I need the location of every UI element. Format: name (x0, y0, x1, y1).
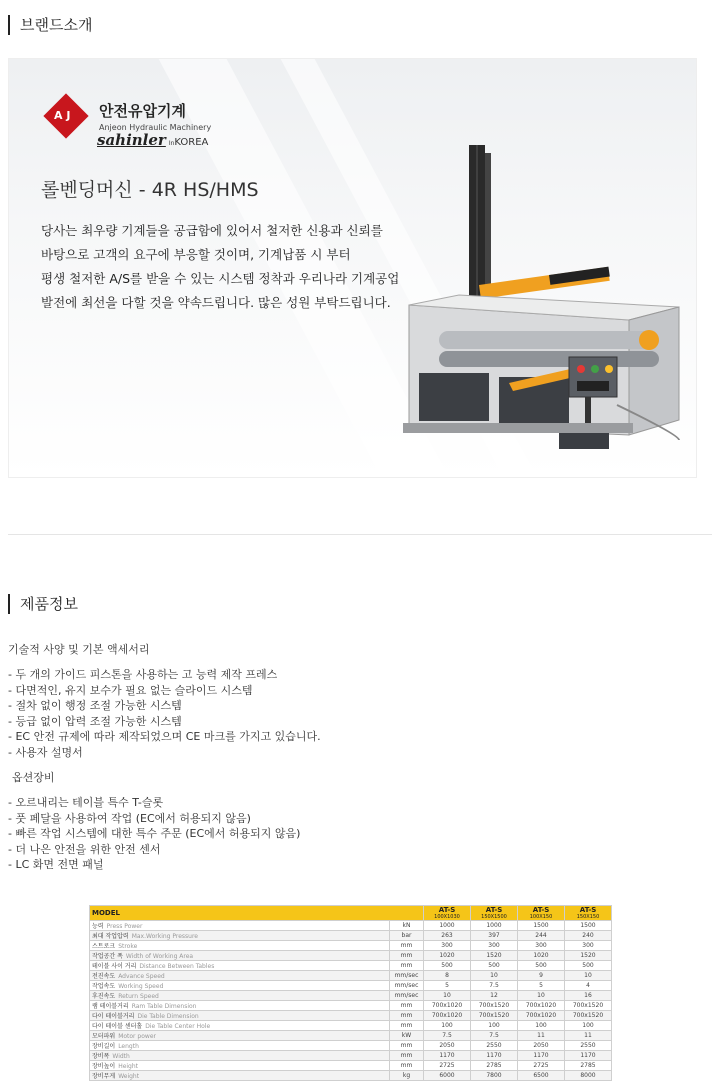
spec-label (90, 1001, 390, 1011)
spec-unit: mm (390, 1041, 424, 1051)
company-name-ko: 안전유압기계 (99, 102, 186, 120)
options-heading: 옵션장비 (12, 771, 55, 784)
product-section-title-text: 제품정보 (20, 595, 78, 613)
spec-label-en: Working Speed (118, 983, 164, 990)
table-row (90, 931, 612, 941)
spec-label (90, 921, 390, 931)
table-row (90, 941, 612, 951)
spec-label (90, 1061, 390, 1071)
spec-value: 2050 (424, 1041, 471, 1051)
spec-value: 5 (424, 981, 471, 991)
spec-label-en: Die Table Dimension (137, 1013, 199, 1020)
table-row (90, 961, 612, 971)
spec-unit: kN (390, 921, 424, 931)
spec-value: 2725 (518, 1061, 565, 1071)
spec-value: 300 (471, 941, 518, 951)
spec-value: 16 (565, 991, 612, 1001)
spec-value: 700x1520 (471, 1011, 518, 1021)
spec-label-en: Stroke (118, 943, 138, 950)
list-item: - 절차 없이 행정 조절 가능한 시스템 (8, 699, 182, 713)
table-row (90, 1001, 612, 1011)
spec-unit: mm/sec (390, 981, 424, 991)
spec-label (90, 1051, 390, 1061)
spec-value: 1000 (471, 921, 518, 931)
spec-value: 11 (565, 1031, 612, 1041)
brand-section-title (8, 14, 92, 35)
table-row (90, 1011, 612, 1021)
spec-label-ko: 램 테이블거리 (92, 1003, 129, 1010)
list-item: - 더 나은 안전을 위한 안전 센서 (8, 842, 161, 856)
description-line: 당사는 최우량 기계들을 공급함에 있어서 철저한 신용과 신뢰를 (41, 223, 383, 238)
model-header: MODEL (90, 906, 424, 921)
spec-value: 700x1020 (424, 1011, 471, 1021)
spec-label-en: Height (118, 1063, 139, 1070)
model-col-header: AT-S 100X150 (518, 906, 565, 921)
spec-value: 500 (424, 961, 471, 971)
spec-unit: kg (390, 1071, 424, 1081)
list-item: - 다면적인, 유지 보수가 필요 없는 슬라이드 시스템 (8, 683, 253, 697)
spec-unit: mm/sec (390, 991, 424, 1001)
spec-value: 700x1520 (565, 1001, 612, 1011)
spec-value: 2550 (565, 1041, 612, 1051)
spec-value: 10 (565, 971, 612, 981)
spec-value: 500 (471, 961, 518, 971)
spec-value: 100 (518, 1021, 565, 1031)
spec-value: 10 (518, 991, 565, 1001)
spec-value: 1170 (518, 1051, 565, 1061)
spec-label-en: Return Speed (118, 993, 159, 1000)
list-item: - EC 안전 규제에 따라 제작되었으며 CE 마크를 가지고 있습니다. (8, 730, 321, 744)
spec-unit: mm (390, 1021, 424, 1031)
spec-value: 7.5 (471, 1031, 518, 1041)
spec-label (90, 971, 390, 981)
spec-label (90, 1031, 390, 1041)
spec-value: 1020 (518, 951, 565, 961)
tech-spec-heading: 기술적 사양 및 기본 액세서리 (8, 643, 150, 656)
list-item: - 두 개의 가이드 피스톤을 사용하는 고 능력 제작 프레스 (8, 668, 278, 681)
spec-label-ko: 테이블 사이 거리 (92, 963, 137, 970)
spec-label-ko: 장비폭 (92, 1053, 110, 1060)
section-divider (8, 534, 712, 535)
description-line: 발전에 최선을 다할 것을 약속드립니다. 많은 성원 부탁드립니다. (41, 295, 391, 310)
spec-label-ko: 최대 작업압력 (92, 933, 129, 940)
model-col-header: AT-S 150X1500 (471, 906, 518, 921)
table-row (90, 1061, 612, 1071)
title-bar (8, 594, 10, 614)
spec-value: 8000 (565, 1071, 612, 1081)
spec-label-ko: 다이 테이블거리 (92, 1013, 135, 1020)
spec-value: 700x1520 (471, 1001, 518, 1011)
spec-label-ko: 능력 (92, 923, 104, 930)
spec-value: 5 (518, 981, 565, 991)
spec-value: 244 (518, 931, 565, 941)
spec-unit: mm (390, 1011, 424, 1021)
spec-value: 100 (471, 1021, 518, 1031)
list-item: - 등급 없이 압력 조절 가능한 시스템 (8, 714, 182, 728)
spec-unit: mm (390, 1051, 424, 1061)
spec-unit: mm/sec (390, 971, 424, 981)
spec-label (90, 951, 390, 961)
spec-value: 1170 (565, 1051, 612, 1061)
spec-table (89, 905, 612, 1081)
spec-label-en: Width (112, 1053, 130, 1060)
spec-label-en: Width of Working Area (125, 953, 194, 960)
spec-label-ko: 다이 테이블 센터홀 (92, 1023, 143, 1030)
description-line: 평생 철저한 A/S를 받을 수 있는 시스템 정착과 우리나라 기계공업 (41, 271, 400, 286)
spec-unit: mm (390, 941, 424, 951)
roll-bending-machine-image (379, 135, 689, 455)
list-item: - LC 화면 전면 패널 (8, 858, 104, 872)
spec-value: 12 (471, 991, 518, 1001)
spec-label (90, 991, 390, 1001)
spec-label (90, 941, 390, 951)
partner-korea: KOREA (174, 137, 209, 148)
spec-value: 1520 (565, 951, 612, 961)
spec-value: 263 (424, 931, 471, 941)
table-row (90, 951, 612, 961)
spec-value: 300 (518, 941, 565, 951)
spec-label-ko: 장비높이 (92, 1063, 116, 1070)
spec-value: 1000 (424, 921, 471, 931)
logo-letters: A J (54, 109, 71, 122)
spec-value: 397 (471, 931, 518, 941)
spec-value: 700x1020 (424, 1001, 471, 1011)
title-bar (8, 15, 10, 35)
spec-label-ko: 스트로크 (92, 943, 116, 950)
product-section-title (8, 593, 78, 614)
product-title: 롤벤딩머신 - 4R HS/HMS (41, 179, 259, 201)
spec-value: 7800 (471, 1071, 518, 1081)
product-description (41, 219, 399, 315)
spec-unit: mm (390, 951, 424, 961)
spec-value: 700x1520 (565, 1011, 612, 1021)
spec-value: 6000 (424, 1071, 471, 1081)
spec-value: 1170 (424, 1051, 471, 1061)
list-item: - 빠른 작업 시스템에 대한 특수 주문 (EC에서 허용되지 않음) (8, 827, 301, 841)
description-line: 바탕으로 고객의 요구에 부응할 것이며, 기계납품 시 부터 (41, 247, 351, 262)
table-row (90, 921, 612, 931)
spec-value: 500 (565, 961, 612, 971)
table-row (90, 1041, 612, 1051)
spec-value: 2785 (471, 1061, 518, 1071)
spec-value: 6500 (518, 1071, 565, 1081)
spec-label-en: Weight (118, 1073, 140, 1080)
spec-label (90, 1041, 390, 1051)
table-row (90, 1051, 612, 1061)
spec-unit: mm (390, 1061, 424, 1071)
spec-label (90, 961, 390, 971)
table-row (90, 991, 612, 1001)
spec-label-ko: 장비길이 (92, 1043, 116, 1050)
table-row (90, 1031, 612, 1041)
spec-value: 2550 (471, 1041, 518, 1051)
spec-label-en: Motor power (118, 1033, 156, 1040)
spec-value: 1020 (424, 951, 471, 961)
spec-value: 300 (565, 941, 612, 951)
spec-value: 1170 (471, 1051, 518, 1061)
spec-value: 500 (518, 961, 565, 971)
spec-value: 1500 (518, 921, 565, 931)
spec-label-ko: 작업공간 폭 (92, 953, 123, 960)
company-name-en: Anjeon Hydraulic Machinery (99, 123, 212, 132)
spec-label-ko: 후진속도 (92, 993, 116, 1000)
spec-label-en: Die Table Center Hole (145, 1023, 211, 1030)
tech-spec-list (8, 667, 321, 761)
options-list (8, 795, 300, 873)
spec-label-en: Advance Speed (118, 973, 165, 980)
table-row (90, 1071, 612, 1081)
spec-value: 100 (565, 1021, 612, 1031)
spec-label-ko: 작업속도 (92, 983, 116, 990)
spec-label-en: Max.Working Pressure (131, 933, 198, 940)
spec-value: 1500 (565, 921, 612, 931)
model-col-header: AT-S 100X1030 (424, 906, 471, 921)
spec-value: 240 (565, 931, 612, 941)
spec-value: 8 (424, 971, 471, 981)
brand-section-title-text: 브랜드소개 (20, 16, 93, 34)
spec-label-ko: 전진속도 (92, 973, 116, 980)
spec-unit: bar (390, 931, 424, 941)
spec-value: 2785 (565, 1061, 612, 1071)
spec-unit: mm (390, 1001, 424, 1011)
spec-value: 10 (471, 971, 518, 981)
partner-in: In (168, 140, 175, 147)
brand-banner (8, 58, 697, 478)
spec-value: 10 (424, 991, 471, 1001)
spec-value: 700x1020 (518, 1001, 565, 1011)
aj-logo-icon (41, 91, 91, 141)
spec-table-header (90, 906, 612, 921)
table-row (90, 981, 612, 991)
spec-value: 100 (424, 1021, 471, 1031)
spec-unit: kW (390, 1031, 424, 1041)
spec-value: 4 (565, 981, 612, 991)
table-row (90, 971, 612, 981)
spec-value: 11 (518, 1031, 565, 1041)
spec-label (90, 981, 390, 991)
spec-label-en: Ram Table Dimension (131, 1003, 197, 1010)
spec-label-ko: 모터파워 (92, 1033, 116, 1040)
list-item: - 사용자 설명서 (8, 745, 83, 759)
spec-label-en: Length (118, 1043, 139, 1050)
spec-label-en: Distance Between Tables (139, 963, 215, 970)
table-row (90, 1021, 612, 1031)
spec-label (90, 1011, 390, 1021)
spec-label-en: Press Power (106, 923, 143, 930)
spec-label-ko: 장비무게 (92, 1073, 116, 1080)
spec-label (90, 1021, 390, 1031)
spec-value: 2725 (424, 1061, 471, 1071)
spec-value: 7.5 (471, 981, 518, 991)
spec-label (90, 1071, 390, 1081)
spec-value: 300 (424, 941, 471, 951)
spec-label (90, 931, 390, 941)
model-col-header: AT-S 150X150 (565, 906, 612, 921)
spec-value: 2050 (518, 1041, 565, 1051)
spec-unit: mm (390, 961, 424, 971)
partner-brand: sahinler (97, 131, 166, 149)
partner-logo (97, 131, 208, 149)
spec-value: 1520 (471, 951, 518, 961)
spec-value: 7.5 (424, 1031, 471, 1041)
list-item: - 풋 페달을 사용하여 작업 (EC에서 허용되지 않음) (8, 811, 251, 825)
spec-value: 700x1020 (518, 1011, 565, 1021)
spec-value: 9 (518, 971, 565, 981)
list-item: - 오르내리는 테이블 특수 T-슬롯 (8, 796, 164, 809)
